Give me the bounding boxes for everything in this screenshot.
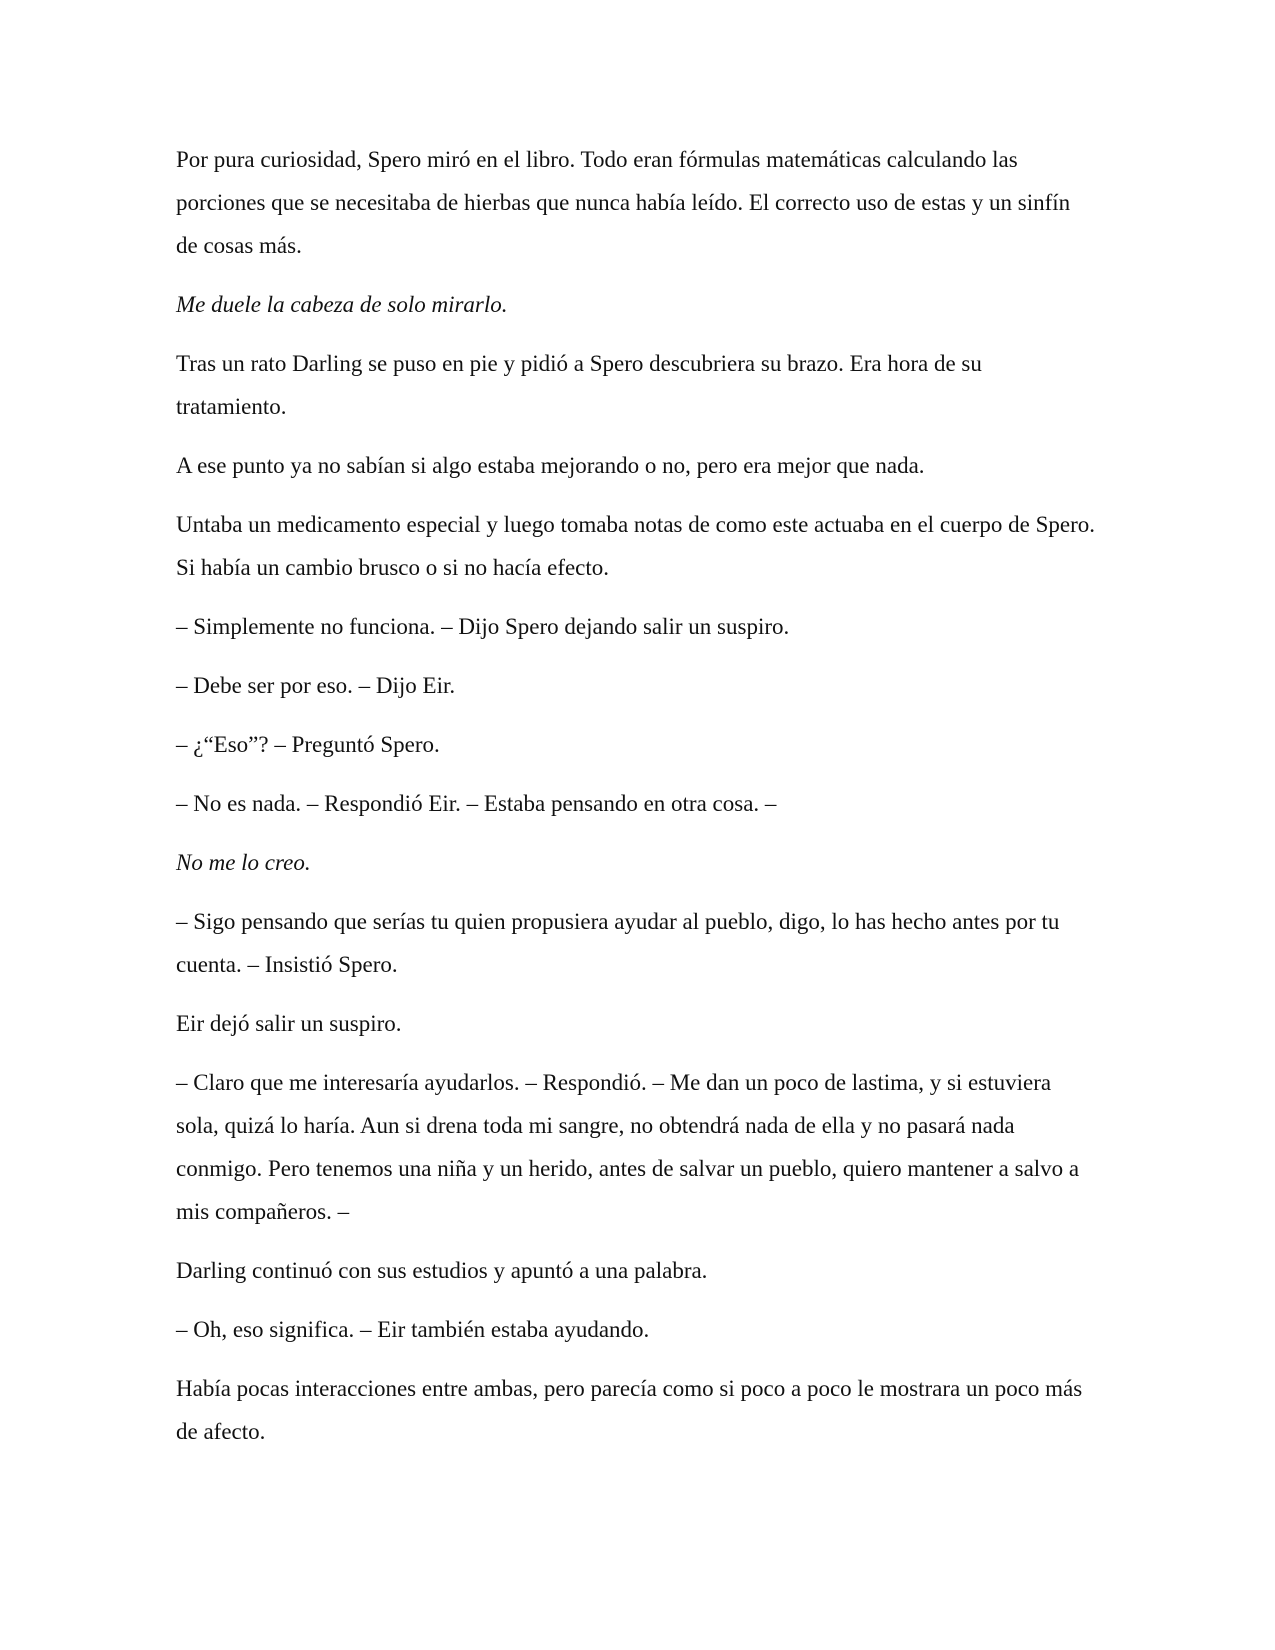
- dialogue-line: – Debe ser por eso. – Dijo Eir.: [176, 673, 456, 698]
- dialogue-line: – Claro que me interesaría ayudarlos. – Respondió. – Me dan un poco de lastima, y si estuviera sola, quizá lo haría. Aun si drena toda mi sangre, no obtendrá nada de ella y no pasará nada conmigo. Pero tenemos una niña y un herido, antes de salvar un pueblo, quiero mantener a salvo a mis compañeros. –: [176, 1070, 1080, 1224]
- paragraph: Eir dejó salir un suspiro.: [176, 1011, 402, 1036]
- dialogue-line: – Sigo pensando que serías tu quien propusiera ayudar al pueblo, digo, lo has hecho antes por tu cuenta. – Insistió Spero.: [176, 909, 1060, 977]
- paragraph: Darling continuó con sus estudios y apuntó a una palabra.: [176, 1258, 708, 1283]
- dialogue-line: – Simplemente no funciona. – Dijo Spero dejando salir un suspiro.: [176, 614, 790, 639]
- document-page: [176, 138, 1096, 1469]
- dialogue-line: – No es nada. – Respondió Eir. – Estaba pensando en otra cosa. –: [176, 791, 777, 816]
- paragraph-italic-thought: Me duele la cabeza de solo mirarlo.: [176, 292, 508, 317]
- paragraph: Por pura curiosidad, Spero miró en el libro. Todo eran fórmulas matemáticas calculando las porciones que se necesitaba de hierbas que nunca había leído. El correcto uso de estas y un sinfín de cosas más.: [176, 147, 1071, 258]
- dialogue-line: – Oh, eso significa. – Eir también estaba ayudando.: [176, 1317, 650, 1342]
- dialogue-line: – ¿“Eso”? – Preguntó Spero.: [176, 732, 440, 757]
- paragraph: Untaba un medicamento especial y luego tomaba notas de como este actuaba en el cuerpo de Spero. Si había un cambio brusco o si no hacía efecto.: [176, 512, 1096, 580]
- paragraph-italic-thought: No me lo creo.: [176, 850, 311, 875]
- paragraph: Tras un rato Darling se puso en pie y pidió a Spero descubriera su brazo. Era hora de su tratamiento.: [176, 351, 982, 419]
- paragraph: Había pocas interacciones entre ambas, pero parecía como si poco a poco le mostrara un poco más de afecto.: [176, 1376, 1083, 1444]
- paragraph: A ese punto ya no sabían si algo estaba mejorando o no, pero era mejor que nada.: [176, 453, 925, 478]
